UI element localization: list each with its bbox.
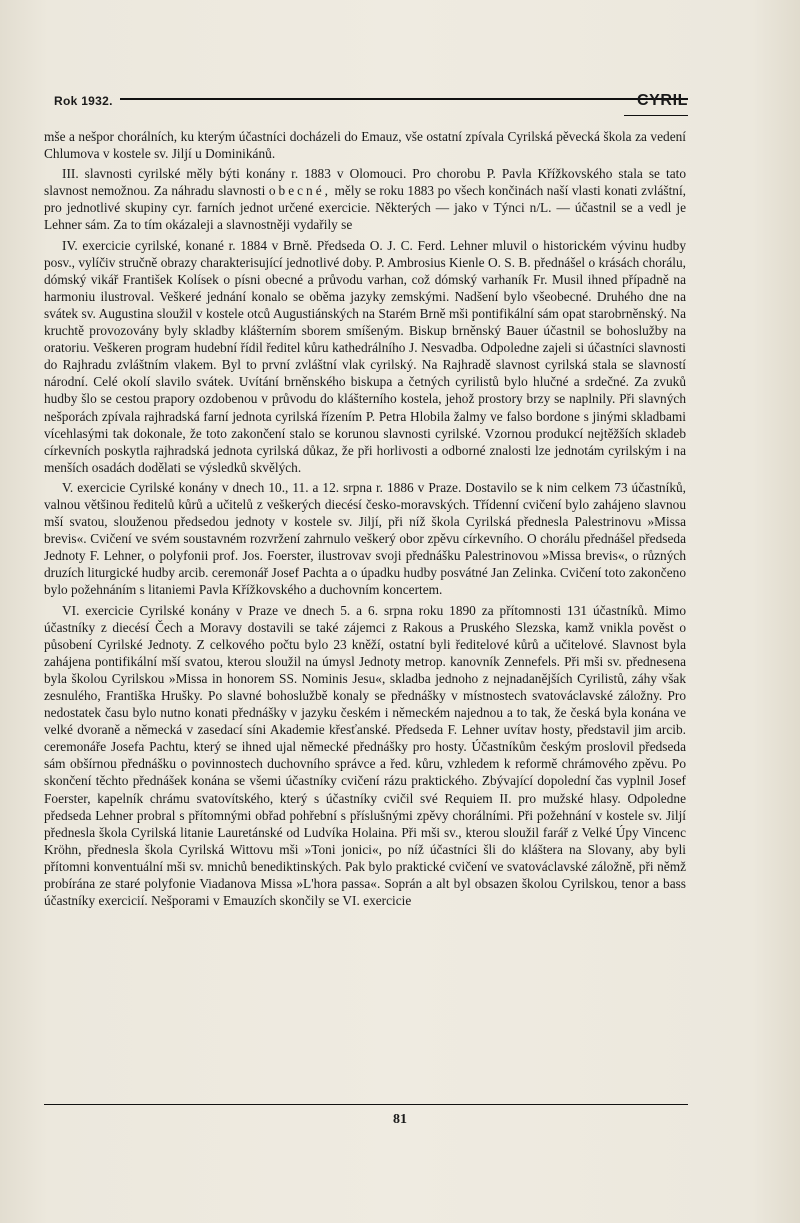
paragraph-third-exercises — [44, 165, 686, 233]
paragraph-text: III. slavnosti cyrilské měly býti konány r. 1883 v Olomouci. Pro chorobu P. Pavla Křížkovského stala se tato slavnost nemožnou. Za náhradu slavnosti — [44, 166, 686, 199]
header-year: Rok 1932. — [54, 94, 113, 108]
paragraph-continuation: mše a nešpor chorálních, ku kterým účastníci docházeli do Emauz, vše ostatní zpívala Cyrilská pěvecká škola za vedení Chlumova v kostele sv. Jiljí u Dominikánů. — [44, 129, 686, 162]
paragraph-fifth-exercises: V. exercicie Cyrilské konány v dnech 10., 11. a 12. srpna r. 1886 v Praze. Dostavilo se k nim celkem 73 účastníků, valnou většinou ředitelů kůrů a učitelů z veškerých diecésí česko-moravských. Třídenní cvičení bylo zahájeno slavnou mší svatou, slouženou předsedou jednoty v kostele sv. Jiljí, při níž škola Cyrilská přednesla Palestrinovu »Missa brevis«. Cvičení ve svém soustavném rozvržení zahrnulo veškerý obor zpěvu církevního. O chorálu přednášel předseda Jednoty F. Lehner, o polyfonii prof. Jos. Foerster, ilustrovav svoji přednášku Palestrinovou »Missa brevis«, o různých druzích liturgické hudby arcib. ceremonář Josef Pachta a o úpadku hudby posvátné Jan Zelinka. Cvičení toto zakončeno bylo požehnáním s litaniemi Pavla Křížkovského a duchovním koncertem. — [44, 479, 686, 598]
paragraph-sixth-exercises: VI. exercicie Cyrilské konány v Praze ve dnech 5. a 6. srpna roku 1890 za přítomnosti 131 účastníků. Mimo účastníky z diecésí Čech a Moravy dostavili se také zájemci z Rakous a Pruského Slezska, kamž vnikla pověst o působení Cyrilské Jednoty. Z celkového počtu bylo 23 kněží, ostatní byli ředitelové kůrů a učitelové. Slavnost byla zahájena pontifikální mší svatou, kterou sloužil na úmysl Jednoty metrop. kanovník Zennefels. Při mši sv. přednesena byla školou Cyrilskou »Missa in honorem SS. Nominis Jesu«, skladba jednoho z nejnadanějších Cyrilistů, záhy však zesnulého, Františka Hrušky. Po slavné bohoslužbě konaly se přednášky v místnostech svatováclavské záložny. Pro nedostatek času bylo nutno konati přednášky v jazyku českém i německém najednou a to tak, že česká byla konána ve velké dvoraně a německá v zasedací síni Akademie křesťanské. Předseda F. Lehner uvítav hosty, představil jim arcib. ceremonáře Josefa Pachtu, který se ihned ujal německé přednášky pro hosty. Účastníkům českým proslovil předseda sám obšírnou přednášku o povinnostech duchovního správce a řed. kůru, vzhledem k reformě chrámového zpěvu. Po skončení těchto přednášek konána se všemi účastníky cvičení rázu praktického. Zbývající dopolední čas vyplnil Josef Foerster, kapelník chrámu svatovítského, který s účastníky cvičil své Requiem II. pro mužské hlasy. Odpoledne předseda Lehner probral s přítomnými obřad pohřební s příslušnými zpěvy chorálními. Při požehnání v kostele sv. Jiljí přednesla škola Cyrilská litanie Lauretánské od Ludvíka Holaina. Při mši sv., kterou sloužil farář z Velké Úpy Vincenc Kröhn, přednesla škola Cyrilská Wittovu mši »Toni jonici«, po níž účastníci šli do kláštera na Slovany, aby byli přítomni konventuální mši sv. mnichů benediktinských. Pak bylo praktické cvičení ve svatováclavské záložně, při němž probírána ze staré polyfonie Viadanova Missa »L'hora passa«. Soprán a alt byl obsazen školou Cyrilskou, tenor a bass účastníky exercicií. Nešporami v Emauzích skončily se VI. exercicie — [44, 602, 686, 909]
header-rule — [120, 98, 688, 100]
article-body — [44, 128, 686, 909]
emphasized-word: obecné, — [268, 183, 331, 199]
footer-rule — [44, 1104, 688, 1105]
title-underline — [624, 115, 688, 116]
paragraph-fourth-exercises: IV. exercicie cyrilské, konané r. 1884 v Brně. Předseda O. J. C. Ferd. Lehner mluvil o historickém vývinu hudby posv., vylíčiv stručně obrazy charakterisující jednotlivé doby. P. Ambrosius Kienle O. S. B. přednášel o krásách chorálu, dómský vikář František Kolísek o písni obecné a průvodu varhan, což dómský varhaník Fr. Musil ihned případně na harmoniu ilustroval. Veškeré jednání konalo se oběma jazyky zemskými. Nadšení bylo všeobecné. Druhého dne na svátek sv. Augustina sloužil v kostele otců Augustiánských na Starém Brně mši pontifikální sám opat starobrněnský. Na kruchtě provozovány byly skladby klášterním sborem smíšeným. Biskup brněnský Bauer účastnil se bohoslužby na oratoriu. Veškeren program hudební řídil ředitel kůru kathedrálního J. Nesvadba. Odpoledne zajeli si účastníci slavnosti do Rajhradu zvláštním vlakem. Byl to první zvláštní vlak cyrilský. Na Rajhradě slavnost cyrilská stala se slavností národní. Celé okolí slavilo svátek. Uvítání brněnského biskupa a četných cyrilistů bylo hlučné a srdečné. Za zvuků hudby šlo se cestou prapory ozdobenou v průvodu do klášterního kostela, jehož prostory brzy se naplnily. Při slavných nešporách zpívala rajhradská farní jednota cyrilská řízením P. Petra Hlobila žalmy ve falso bordone s jinými skladbami vícehlasými tak dokonale, že toto zakončení stalo se korunou slavnosti cyrilské. Vzornou produkcí nejtěžších skladeb církevních poskytla rajhradská jednota cyrilská důkaz, že při horlivosti a odborné znalosti lze jednotám cyrilským i na menších osadách dodělati se výsledků skvělých. — [44, 237, 686, 475]
page-number: 81 — [393, 1112, 407, 1127]
paragraph-text: měly se roku 1883 po všech končinách naší vlasti konati zvláštní, pro jednotlivé skupiny cyr. farních jednot určené exercicie. Některých — jako v Týnci n/L. — účastnil se a vedl je Lehner sám. Za to tím okázaleji a slavnostněji vydařily se — [44, 183, 687, 233]
journal-title: CYRIL — [637, 92, 688, 109]
running-header — [48, 92, 688, 122]
